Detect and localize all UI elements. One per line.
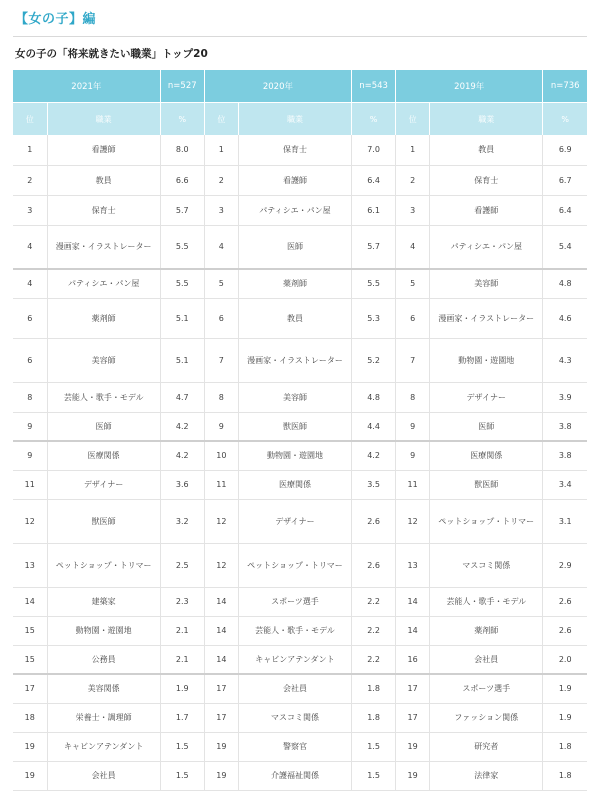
cell-job: 公務員 (47, 645, 160, 674)
table-row (13, 382, 587, 412)
cell-rank: 11 (13, 470, 47, 499)
cell-job: 美容師 (238, 382, 351, 412)
cell-rank: 17 (396, 703, 430, 732)
cell-job: 動物園・遊園地 (47, 616, 160, 645)
table-row (13, 674, 587, 703)
cell-rank: 14 (396, 587, 430, 616)
cell-rank: 9 (396, 441, 430, 470)
col-job-header: 職業 (47, 103, 160, 136)
cell-job: 看護師 (47, 135, 160, 165)
cell-pct: 4.4 (352, 412, 396, 441)
cell-rank: 9 (396, 412, 430, 441)
cell-pct: 1.5 (160, 761, 204, 790)
cell-job: 薬剤師 (238, 269, 351, 298)
cell-job: 医療関係 (238, 470, 351, 499)
cell-pct: 6.4 (352, 165, 396, 195)
cell-pct: 2.1 (160, 645, 204, 674)
cell-pct: 1.8 (352, 674, 396, 703)
cell-pct: 2.6 (352, 543, 396, 587)
cell-job: 医師 (238, 225, 351, 269)
cell-job: パティシエ・パン屋 (238, 195, 351, 225)
cell-pct: 3.4 (543, 470, 587, 499)
year-label-2019: 2019年 (396, 70, 543, 103)
cell-pct: 6.6 (160, 165, 204, 195)
cell-pct: 4.8 (352, 382, 396, 412)
table-row (13, 587, 587, 616)
cell-job: スポーツ選手 (430, 674, 543, 703)
col-job-header: 職業 (430, 103, 543, 136)
cell-pct: 5.4 (543, 225, 587, 269)
cell-rank: 12 (204, 499, 238, 543)
table-row (13, 470, 587, 499)
cell-pct: 2.9 (543, 543, 587, 587)
cell-job: 美容師 (430, 269, 543, 298)
cell-job: キャビンアテンダント (238, 645, 351, 674)
cell-pct: 4.2 (160, 412, 204, 441)
cell-rank: 2 (396, 165, 430, 195)
cell-rank: 7 (396, 338, 430, 382)
cell-pct: 1.9 (543, 703, 587, 732)
table-row (13, 543, 587, 587)
table-row (13, 135, 587, 165)
col-pct-header: % (160, 103, 204, 136)
cell-job: 薬剤師 (47, 298, 160, 338)
cell-pct: 3.1 (543, 499, 587, 543)
cell-rank: 18 (13, 703, 47, 732)
cell-rank: 15 (13, 645, 47, 674)
cell-pct: 3.9 (543, 382, 587, 412)
cell-job: 教員 (47, 165, 160, 195)
cell-rank: 7 (204, 338, 238, 382)
cell-rank: 4 (204, 225, 238, 269)
cell-rank: 10 (204, 441, 238, 470)
cell-rank: 3 (204, 195, 238, 225)
table-row (13, 499, 587, 543)
cell-pct: 3.8 (543, 441, 587, 470)
cell-job: 会社員 (238, 674, 351, 703)
table-row (13, 441, 587, 470)
cell-job: ペットショップ・トリマー (430, 499, 543, 543)
table-row (13, 703, 587, 732)
cell-job: 法律家 (430, 761, 543, 790)
cell-job: 芸能人・歌手・モデル (430, 587, 543, 616)
cell-pct: 8.0 (160, 135, 204, 165)
cell-pct: 5.1 (160, 338, 204, 382)
col-pct-header: % (543, 103, 587, 136)
cell-rank: 9 (13, 412, 47, 441)
cell-job: マスコミ関係 (430, 543, 543, 587)
cell-rank: 11 (204, 470, 238, 499)
cell-job: 獣医師 (238, 412, 351, 441)
cell-rank: 13 (396, 543, 430, 587)
cell-pct: 2.2 (352, 616, 396, 645)
cell-pct: 1.8 (352, 703, 396, 732)
cell-rank: 19 (396, 732, 430, 761)
cell-pct: 5.5 (160, 225, 204, 269)
cell-rank: 6 (204, 298, 238, 338)
cell-pct: 7.0 (352, 135, 396, 165)
cell-rank: 12 (13, 499, 47, 543)
cell-pct: 5.5 (160, 269, 204, 298)
cell-rank: 8 (204, 382, 238, 412)
cell-job: キャビンアテンダント (47, 732, 160, 761)
cell-job: 漫画家・イラストレーター (238, 338, 351, 382)
year-header-row (13, 70, 587, 103)
cell-job: 芸能人・歌手・モデル (47, 382, 160, 412)
table-row (13, 616, 587, 645)
cell-rank: 19 (396, 761, 430, 790)
ranking-table (13, 70, 587, 791)
cell-pct: 4.8 (543, 269, 587, 298)
column-header-row (13, 103, 587, 136)
cell-rank: 1 (204, 135, 238, 165)
cell-pct: 3.5 (352, 470, 396, 499)
cell-rank: 1 (13, 135, 47, 165)
cell-pct: 2.2 (352, 645, 396, 674)
cell-job: 保育士 (47, 195, 160, 225)
cell-pct: 2.3 (160, 587, 204, 616)
cell-rank: 14 (204, 616, 238, 645)
cell-rank: 6 (13, 298, 47, 338)
table-row (13, 761, 587, 790)
table-row (13, 732, 587, 761)
section-heading: 【女の子】編 (13, 6, 587, 37)
cell-pct: 5.7 (160, 195, 204, 225)
cell-job: 保育士 (430, 165, 543, 195)
cell-rank: 4 (13, 225, 47, 269)
cell-pct: 5.2 (352, 338, 396, 382)
table-row (13, 165, 587, 195)
cell-rank: 17 (396, 674, 430, 703)
cell-pct: 6.1 (352, 195, 396, 225)
cell-pct: 2.2 (352, 587, 396, 616)
cell-rank: 17 (204, 703, 238, 732)
cell-job: 動物園・遊園地 (430, 338, 543, 382)
cell-job: 看護師 (430, 195, 543, 225)
sample-size-2019: n=736 (543, 70, 587, 103)
cell-job: 漫画家・イラストレーター (47, 225, 160, 269)
cell-job: 獣医師 (430, 470, 543, 499)
cell-pct: 4.3 (543, 338, 587, 382)
cell-rank: 6 (396, 298, 430, 338)
cell-pct: 4.2 (352, 441, 396, 470)
sample-size-2021: n=527 (160, 70, 204, 103)
cell-pct: 4.2 (160, 441, 204, 470)
cell-rank: 2 (204, 165, 238, 195)
cell-job: ペットショップ・トリマー (47, 543, 160, 587)
table-row (13, 298, 587, 338)
cell-pct: 6.4 (543, 195, 587, 225)
cell-job: ペットショップ・トリマー (238, 543, 351, 587)
col-job-header: 職業 (238, 103, 351, 136)
cell-pct: 5.5 (352, 269, 396, 298)
cell-rank: 14 (13, 587, 47, 616)
cell-rank: 5 (204, 269, 238, 298)
cell-pct: 1.9 (160, 674, 204, 703)
cell-rank: 4 (13, 269, 47, 298)
table-row (13, 645, 587, 674)
cell-job: スポーツ選手 (238, 587, 351, 616)
cell-rank: 6 (13, 338, 47, 382)
cell-rank: 8 (396, 382, 430, 412)
cell-rank: 5 (396, 269, 430, 298)
cell-pct: 5.7 (352, 225, 396, 269)
cell-rank: 9 (204, 412, 238, 441)
cell-pct: 3.2 (160, 499, 204, 543)
sample-size-2020: n=543 (352, 70, 396, 103)
cell-job: デザイナー (238, 499, 351, 543)
cell-rank: 14 (396, 616, 430, 645)
cell-job: 保育士 (238, 135, 351, 165)
cell-rank: 14 (204, 645, 238, 674)
cell-rank: 17 (204, 674, 238, 703)
col-pct-header: % (352, 103, 396, 136)
cell-pct: 1.5 (160, 732, 204, 761)
cell-rank: 4 (396, 225, 430, 269)
cell-rank: 3 (13, 195, 47, 225)
cell-pct: 5.1 (160, 298, 204, 338)
cell-job: 会社員 (47, 761, 160, 790)
cell-pct: 4.6 (543, 298, 587, 338)
cell-job: 介護福祉関係 (238, 761, 351, 790)
cell-pct: 1.5 (352, 761, 396, 790)
cell-job: パティシエ・パン屋 (430, 225, 543, 269)
cell-rank: 15 (13, 616, 47, 645)
table-row (13, 225, 587, 269)
cell-rank: 17 (13, 674, 47, 703)
cell-pct: 3.8 (543, 412, 587, 441)
cell-pct: 4.7 (160, 382, 204, 412)
cell-job: パティシエ・パン屋 (47, 269, 160, 298)
cell-rank: 13 (13, 543, 47, 587)
col-rank-header: 位 (396, 103, 430, 136)
cell-job: 教員 (430, 135, 543, 165)
table-row (13, 412, 587, 441)
cell-job: 医療関係 (47, 441, 160, 470)
cell-rank: 3 (396, 195, 430, 225)
cell-job: 栄養士・調理師 (47, 703, 160, 732)
cell-rank: 19 (204, 732, 238, 761)
cell-job: 研究者 (430, 732, 543, 761)
cell-job: 医師 (47, 412, 160, 441)
cell-rank: 19 (13, 761, 47, 790)
col-rank-header: 位 (13, 103, 47, 136)
cell-rank: 1 (396, 135, 430, 165)
col-rank-header: 位 (204, 103, 238, 136)
cell-rank: 14 (204, 587, 238, 616)
cell-job: 芸能人・歌手・モデル (238, 616, 351, 645)
cell-pct: 2.5 (160, 543, 204, 587)
cell-pct: 1.8 (543, 761, 587, 790)
cell-pct: 2.0 (543, 645, 587, 674)
cell-pct: 5.3 (352, 298, 396, 338)
year-label-2021: 2021年 (13, 70, 160, 103)
cell-job: 薬剤師 (430, 616, 543, 645)
cell-job: 動物園・遊園地 (238, 441, 351, 470)
cell-rank: 16 (396, 645, 430, 674)
cell-rank: 9 (13, 441, 47, 470)
cell-pct: 2.6 (352, 499, 396, 543)
table-title: 女の子の「将来就きたい職業」トップ20 (15, 48, 208, 60)
table-row (13, 338, 587, 382)
cell-rank: 19 (204, 761, 238, 790)
cell-job: 教員 (238, 298, 351, 338)
cell-rank: 11 (396, 470, 430, 499)
cell-job: 医師 (430, 412, 543, 441)
cell-rank: 12 (396, 499, 430, 543)
cell-rank: 8 (13, 382, 47, 412)
cell-pct: 2.1 (160, 616, 204, 645)
cell-rank: 12 (204, 543, 238, 587)
cell-job: 看護師 (238, 165, 351, 195)
cell-pct: 1.8 (543, 732, 587, 761)
cell-pct: 6.9 (543, 135, 587, 165)
cell-rank: 2 (13, 165, 47, 195)
cell-job: 医療関係 (430, 441, 543, 470)
table-row (13, 269, 587, 298)
cell-pct: 6.7 (543, 165, 587, 195)
cell-pct: 2.6 (543, 616, 587, 645)
cell-job: 建築家 (47, 587, 160, 616)
cell-job: 美容関係 (47, 674, 160, 703)
cell-job: デザイナー (430, 382, 543, 412)
cell-job: マスコミ関係 (238, 703, 351, 732)
cell-job: 美容師 (47, 338, 160, 382)
cell-job: デザイナー (47, 470, 160, 499)
cell-pct: 1.7 (160, 703, 204, 732)
cell-job: 会社員 (430, 645, 543, 674)
cell-pct: 1.5 (352, 732, 396, 761)
year-label-2020: 2020年 (204, 70, 351, 103)
ranking-table-body (13, 135, 587, 790)
cell-job: ファッション関係 (430, 703, 543, 732)
cell-pct: 3.6 (160, 470, 204, 499)
cell-rank: 19 (13, 732, 47, 761)
table-row (13, 195, 587, 225)
cell-job: 警察官 (238, 732, 351, 761)
cell-job: 獣医師 (47, 499, 160, 543)
cell-pct: 1.9 (543, 674, 587, 703)
cell-job: 漫画家・イラストレーター (430, 298, 543, 338)
cell-pct: 2.6 (543, 587, 587, 616)
